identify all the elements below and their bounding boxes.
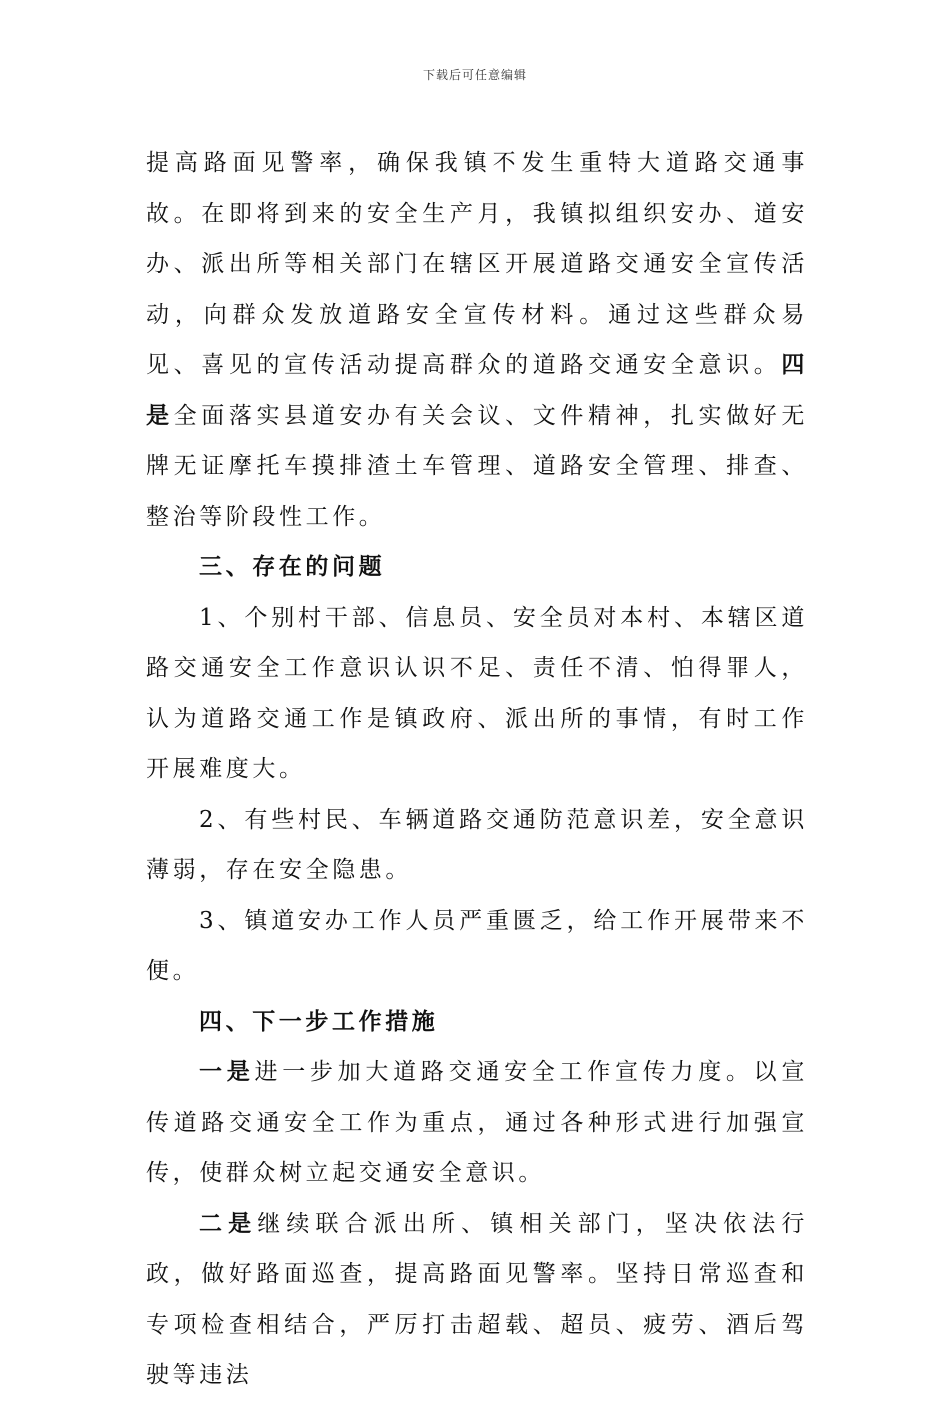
paragraph-measure-2 — [146, 1199, 808, 1401]
paragraph-measure-1 — [146, 1047, 808, 1199]
header-note: 下载后可任意编辑 — [422, 68, 527, 82]
bold-lead-sibu: 四是 — [146, 351, 808, 429]
bold-lead-ershi: 二是 — [199, 1209, 258, 1237]
paragraph-continuation — [146, 138, 808, 542]
section-heading-next-steps: 四、下一步工作措施 — [199, 1007, 439, 1035]
paragraph-text: 提高路面见警率，确保我镇不发生重特大道路交通事故。在即将到来的安全生产月，我镇拟组织安办、道安办、派出所等相关部门在辖区开展道路交通安全宣传活动，向群众发放道路安全宣传材料。通过这些群众易见、喜见的宣传活动提高群众的道路交通安全意识。 — [146, 150, 808, 378]
paragraph-text: 进一步加大道路交通安全工作宣传力度。以宣传道路交通安全工作为重点，通过各种形式进行加强宣传，使群众树立起交通安全意识。 — [146, 1059, 808, 1186]
section-heading-problems: 三、存在的问题 — [199, 553, 386, 580]
paragraph-text: 继续联合派出所、镇相关部门，坚决依法行政，做好路面巡查，提高路面见警率。坚持日常巡查和专项检查相结合，严厉打击超载、超员、疲劳、酒后驾驶等违法 — [146, 1210, 809, 1388]
document-body — [146, 138, 808, 1401]
paragraph-problem-1: 1、个别村干部、信息员、安全员对本村、本辖区道路交通安全工作意识认识不足、责任不清、怕得罪人，认为道路交通工作是镇政府、派出所的事情，有时工作开展难度大。 — [146, 604, 808, 782]
paragraph-text: 全面落实县道安办有关会议、文件精神，扎实做好无牌无证摩托车摸排渣土车管理、道路安全管理、排查、整治等阶段性工作。 — [146, 402, 808, 530]
paragraph-problem-2: 2、有些村民、车辆道路交通防范意识差，安全意识薄弱，存在安全隐患。 — [146, 806, 808, 883]
paragraph-problem-3: 3、镇道安办工作人员严重匮乏，给工作开展带来不便。 — [146, 907, 808, 984]
bold-lead-yishi: 一是 — [199, 1058, 255, 1085]
